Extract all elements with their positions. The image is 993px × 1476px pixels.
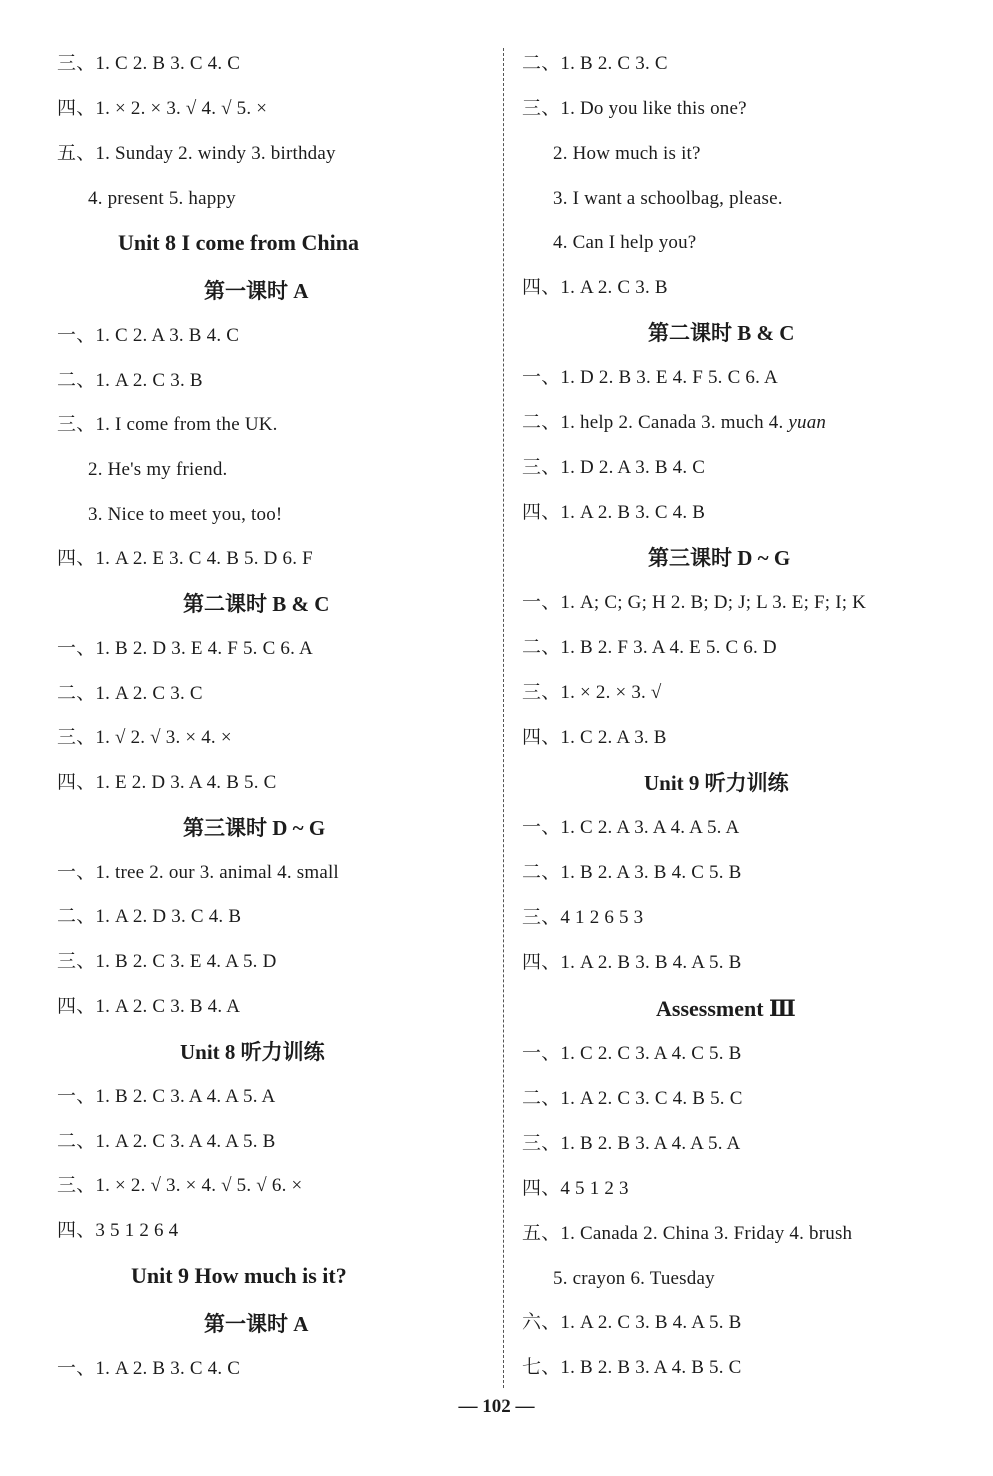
answer-line: 一、1. C 2. A 3. A 4. A 5. A bbox=[522, 817, 740, 838]
answer-line: 二、1. B 2. C 3. C bbox=[522, 53, 668, 74]
lesson-heading: Unit 9 听力训练 bbox=[644, 771, 789, 795]
unit-heading: Unit 8 I come from China bbox=[118, 230, 359, 255]
answer-line: 五、1. Sunday 2. windy 3. birthday bbox=[57, 143, 336, 164]
answer-line: 一、1. A 2. B 3. C 4. C bbox=[57, 1358, 241, 1379]
answer-line: 三、1. D 2. A 3. B 4. C bbox=[522, 457, 706, 478]
answer-line: 三、1. × 2. √ 3. × 4. √ 5. √ 6. × bbox=[57, 1175, 303, 1196]
answer-line: 一、1. C 2. A 3. B 4. C bbox=[57, 325, 240, 346]
answer-line: 四、1. × 2. × 3. √ 4. √ 5. × bbox=[57, 98, 268, 119]
answer-line: 四、1. C 2. A 3. B bbox=[522, 727, 667, 748]
lesson-heading: 第三课时 D ~ G bbox=[648, 546, 791, 570]
unit-heading: Unit 9 How much is it? bbox=[131, 1263, 347, 1288]
answer-line: 五、1. Canada 2. China 3. Friday 4. brush bbox=[522, 1223, 853, 1244]
page-number: — 102 — bbox=[458, 1396, 535, 1417]
answer-line: 二、1. A 2. C 3. C 4. B 5. C bbox=[522, 1088, 743, 1109]
column-divider bbox=[503, 48, 504, 1388]
answer-line: 七、1. B 2. B 3. A 4. B 5. C bbox=[522, 1357, 742, 1378]
answer-line: 三、1. I come from the UK. bbox=[57, 414, 278, 435]
answer-line: 5. crayon 6. Tuesday bbox=[553, 1268, 715, 1289]
answer-line: 一、1. B 2. C 3. A 4. A 5. A bbox=[57, 1086, 276, 1107]
answer-line: 四、1. A 2. C 3. B bbox=[522, 277, 668, 298]
answer-line: 三、1. B 2. C 3. E 4. A 5. D bbox=[57, 951, 277, 972]
answer-line: 三、1. B 2. B 3. A 4. A 5. A bbox=[522, 1133, 741, 1154]
answer-line: 3. I want a schoolbag, please. bbox=[553, 188, 783, 209]
answer-line: 三、1. × 2. × 3. √ bbox=[522, 682, 662, 703]
lesson-heading: 第一课时 A bbox=[204, 1312, 309, 1336]
unit-heading: Assessment Ⅲ bbox=[656, 996, 796, 1021]
answer-line: 六、1. A 2. C 3. B 4. A 5. B bbox=[522, 1312, 742, 1333]
answer-line: 三、1. C 2. B 3. C 4. C bbox=[57, 53, 241, 74]
answer-line: 二、1. A 2. C 3. A 4. A 5. B bbox=[57, 1131, 276, 1152]
answer-line: 2. How much is it? bbox=[553, 143, 701, 164]
answer-line: 一、1. A; C; G; H 2. B; D; J; L 3. E; F; I; K bbox=[522, 592, 867, 613]
answer-line: 三、4 1 2 6 5 3 bbox=[522, 907, 644, 928]
answer-line: 一、1. D 2. B 3. E 4. F 5. C 6. A bbox=[522, 367, 778, 388]
answer-line: 三、1. Do you like this one? bbox=[522, 98, 747, 119]
lesson-heading: Unit 8 听力训练 bbox=[180, 1040, 325, 1064]
answer-line: 2. He's my friend. bbox=[88, 459, 228, 480]
answer-line: 4. Can I help you? bbox=[553, 232, 697, 253]
answer-line: 一、1. C 2. C 3. A 4. C 5. B bbox=[522, 1043, 742, 1064]
answer-line: 3. Nice to meet you, too! bbox=[88, 504, 283, 525]
answer-line: 四、1. A 2. E 3. C 4. B 5. D 6. F bbox=[57, 548, 313, 569]
answer-line: 四、1. A 2. B 3. B 4. A 5. B bbox=[522, 952, 742, 973]
answer-line: 4. present 5. happy bbox=[88, 188, 236, 209]
answer-line: 二、1. B 2. A 3. B 4. C 5. B bbox=[522, 862, 742, 883]
lesson-heading: 第三课时 D ~ G bbox=[183, 816, 326, 840]
answer-line: 四、1. E 2. D 3. A 4. B 5. C bbox=[57, 772, 277, 793]
lesson-heading: 第一课时 A bbox=[204, 279, 309, 303]
answer-line: 三、1. √ 2. √ 3. × 4. × bbox=[57, 727, 232, 748]
answer-line: 四、1. A 2. C 3. B 4. A bbox=[57, 996, 241, 1017]
answer-line: 四、1. A 2. B 3. C 4. B bbox=[522, 502, 706, 523]
answer-line: 二、1. A 2. C 3. B bbox=[57, 370, 203, 391]
answer-line: 二、1. B 2. F 3. A 4. E 5. C 6. D bbox=[522, 637, 777, 658]
answer-line bbox=[522, 411, 826, 435]
answer-line: 一、1. B 2. D 3. E 4. F 5. C 6. A bbox=[57, 638, 313, 659]
lesson-heading: 第二课时 B & C bbox=[183, 592, 330, 616]
answer-line: 一、1. tree 2. our 3. animal 4. small bbox=[57, 862, 339, 883]
answer-line: 四、3 5 1 2 6 4 bbox=[57, 1220, 179, 1241]
lesson-heading: 第二课时 B & C bbox=[648, 321, 795, 345]
answer-line: 四、4 5 1 2 3 bbox=[522, 1178, 629, 1199]
italic-answer: yuan bbox=[788, 412, 827, 433]
answer-text: 二、1. help 2. Canada 3. much 4. bbox=[522, 412, 789, 433]
answer-line: 二、1. A 2. C 3. C bbox=[57, 683, 203, 704]
answer-line: 二、1. A 2. D 3. C 4. B bbox=[57, 906, 242, 927]
